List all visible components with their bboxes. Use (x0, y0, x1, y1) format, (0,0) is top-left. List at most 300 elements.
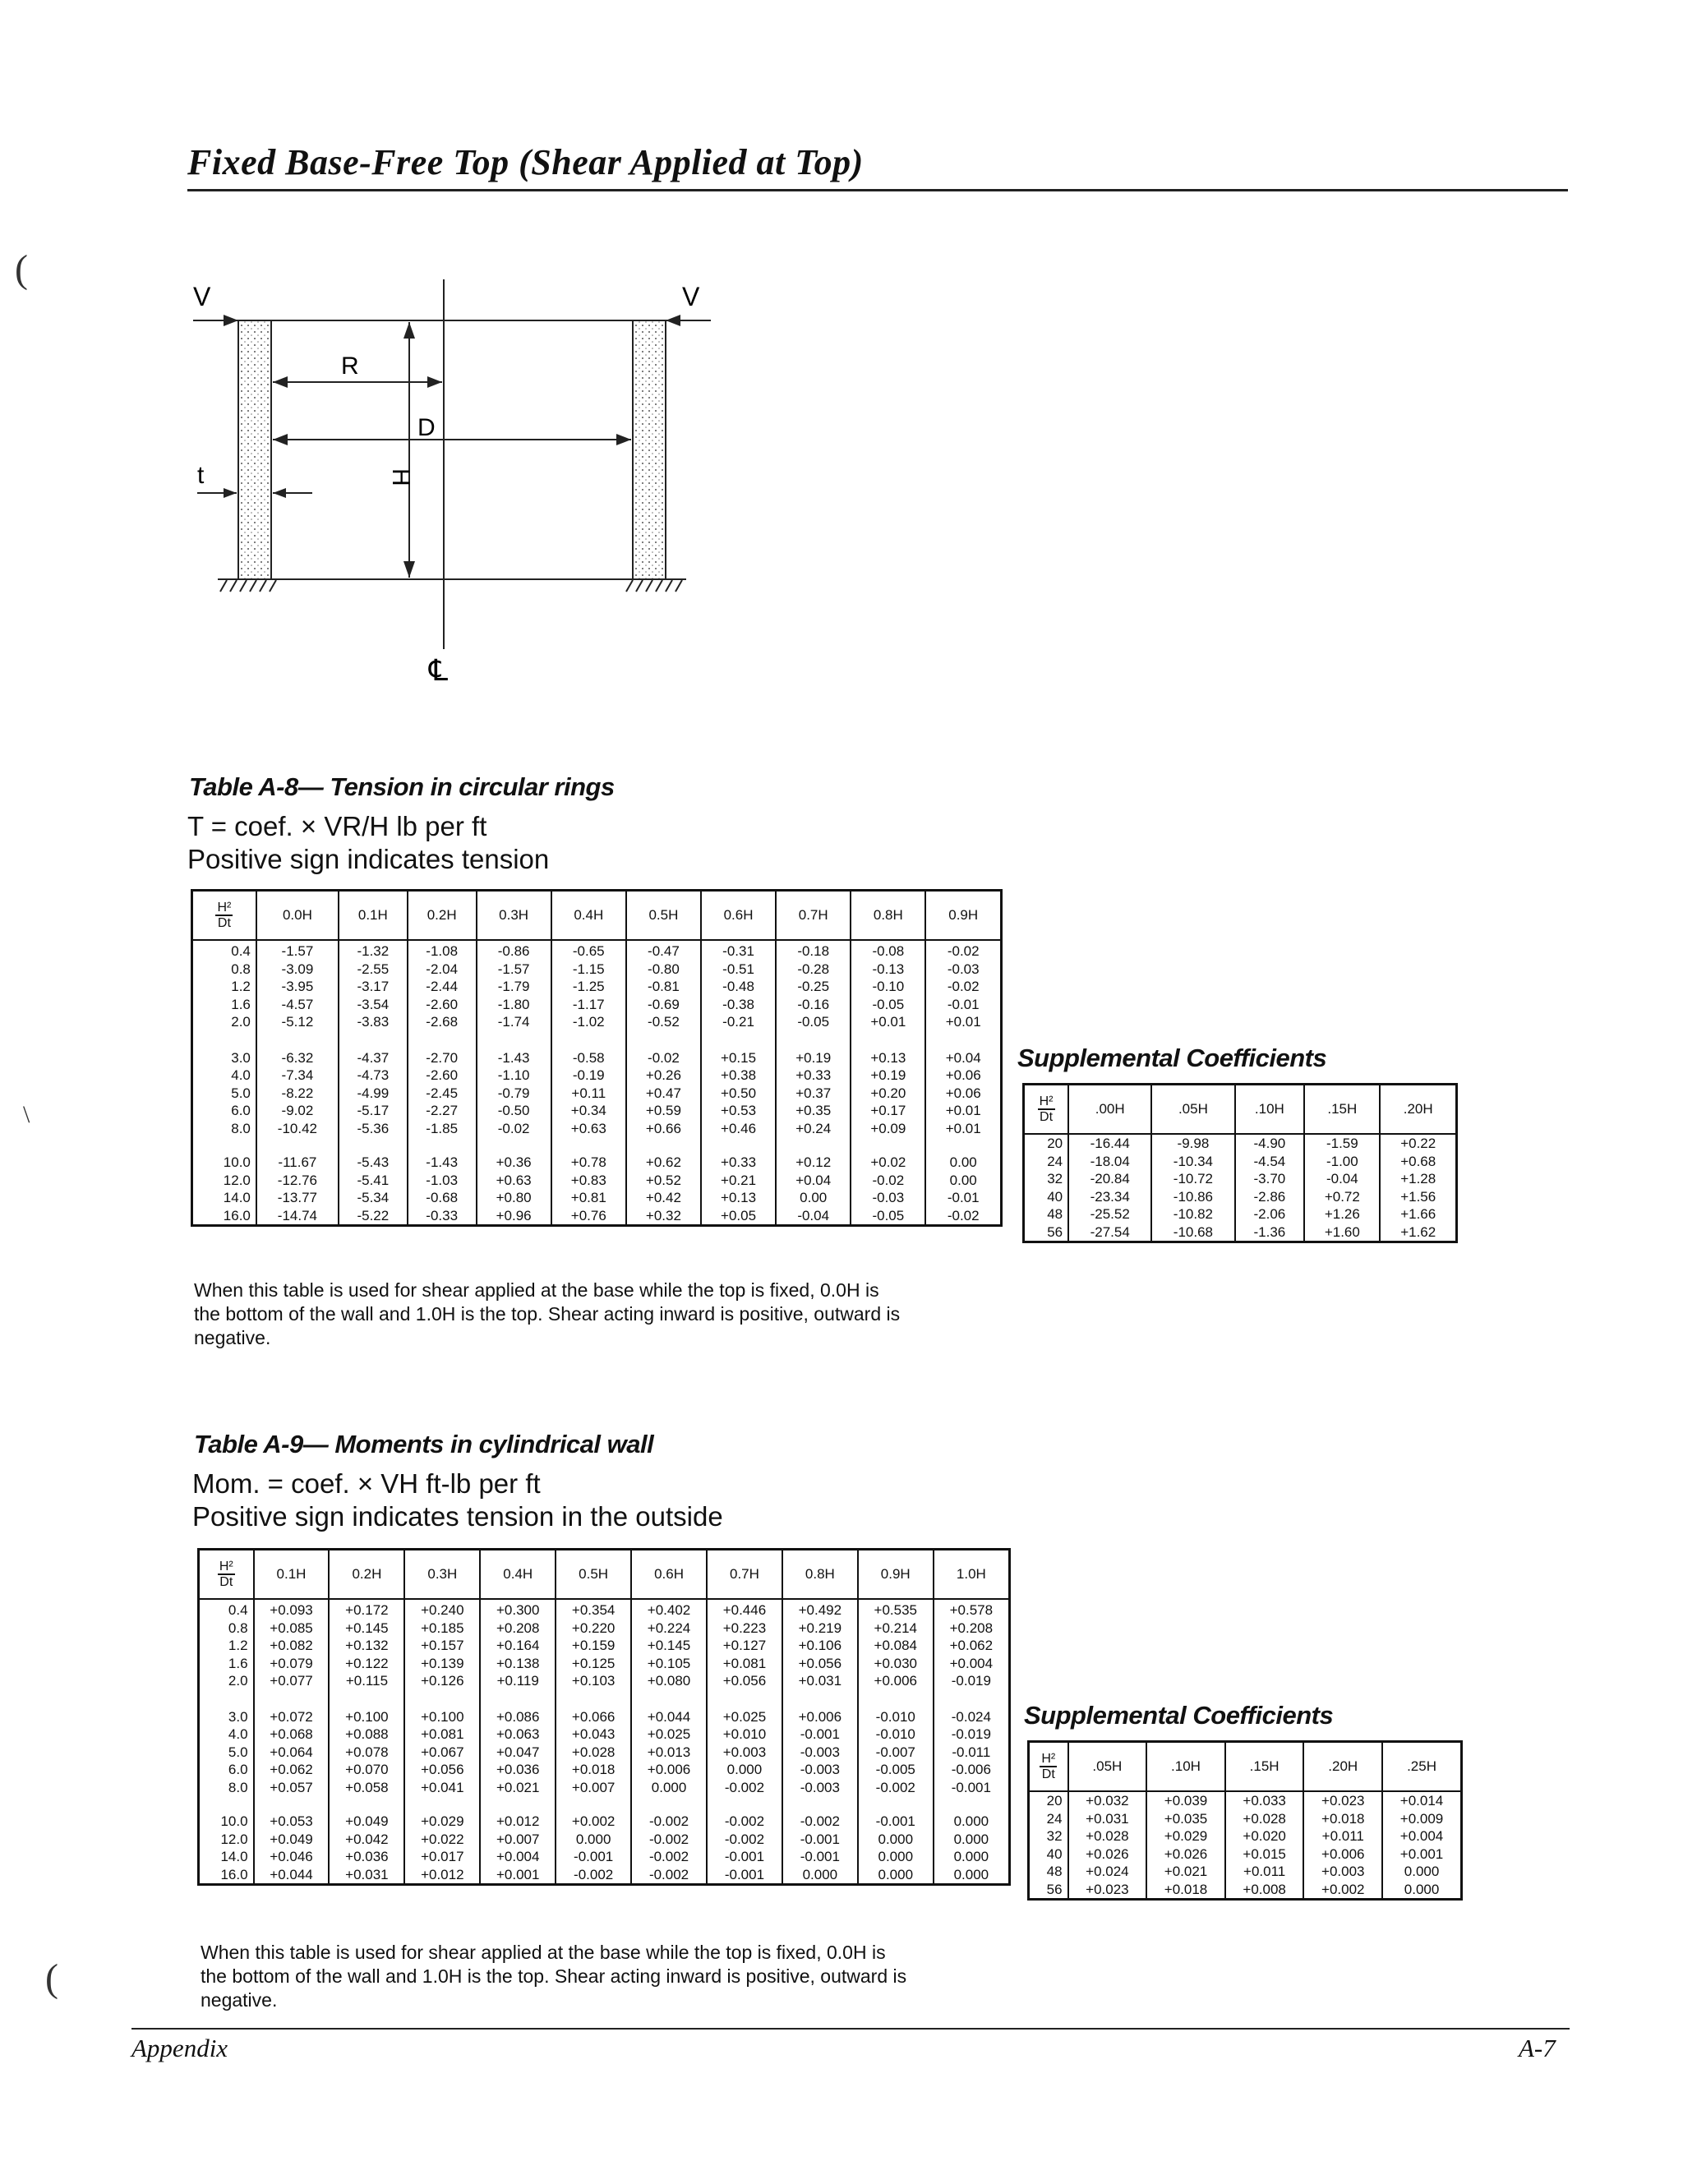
coef-cell (404, 1599, 480, 1707)
coef-value: -0.13 (872, 961, 905, 977)
coef-value: -0.001 (724, 1866, 765, 1882)
coef-value: +0.219 (798, 1620, 842, 1636)
coef-cell (782, 1813, 858, 1885)
table-a8-title: Table A-8— Tension in circular rings (189, 772, 615, 801)
column-header: 0.2H (329, 1550, 404, 1600)
coef-value: -1.17 (572, 996, 605, 1012)
coef-value: +0.172 (345, 1602, 389, 1618)
coef-value: 0.000 (878, 1866, 914, 1882)
coef-value: -0.010 (875, 1708, 915, 1725)
coef-value: +0.047 (496, 1744, 540, 1760)
coef-value: -0.16 (797, 996, 830, 1012)
coef-value: +0.049 (270, 1831, 313, 1847)
coef-value: -5.34 (357, 1190, 390, 1205)
coef-cell (782, 1707, 858, 1813)
h2-over-dt (218, 1560, 235, 1589)
coef-value: +0.127 (722, 1638, 767, 1653)
coef-value: +0.042 (345, 1831, 389, 1847)
coef-value: 0.000 (953, 1813, 989, 1829)
coef-value: -18.04 (1090, 1153, 1130, 1169)
coef-value: +0.66 (645, 1120, 681, 1136)
d-label: D (417, 414, 436, 441)
coef-value: -0.02 (947, 979, 980, 994)
coef-value: -0.86 (497, 943, 530, 959)
coef-cell (707, 1813, 782, 1885)
coef-value: +0.01 (945, 1103, 981, 1118)
coef-cell (556, 1599, 631, 1707)
h-ratio-value: 4.0 (231, 1067, 251, 1083)
coef-cell (1151, 1134, 1234, 1242)
coef-value: +0.68 (1400, 1153, 1436, 1169)
h-ratio-value: 0.4 (228, 1602, 248, 1618)
coef-value: -0.52 (648, 1014, 680, 1030)
coef-value: +0.001 (1399, 1845, 1444, 1862)
column-header: 0.5H (626, 891, 701, 941)
coef-value: -2.27 (426, 1103, 459, 1118)
data-row-group (1029, 1791, 1462, 1900)
coef-cell (707, 1599, 782, 1707)
coef-value: 0.000 (953, 1866, 989, 1882)
coef-value: -0.02 (947, 943, 980, 959)
coef-value: +0.025 (647, 1726, 691, 1742)
margin-mark-top: ( (15, 247, 28, 291)
coef-cell (851, 1048, 925, 1154)
coef-value: -20.84 (1090, 1171, 1130, 1186)
coef-cell (1146, 1791, 1225, 1900)
h-ratio-value: 5.0 (228, 1744, 248, 1760)
coef-value: -1.36 (1253, 1223, 1286, 1240)
coef-value: -6.32 (281, 1049, 314, 1066)
coef-value: +1.28 (1400, 1171, 1436, 1186)
coef-value: +0.004 (949, 1655, 994, 1671)
note-line: When this table is used for shear applied at the base while the top is fixed, 0.0H is (194, 1279, 879, 1301)
coef-value: -3.83 (357, 1014, 390, 1030)
coef-value: -0.007 (875, 1744, 915, 1760)
coef-value: +0.077 (270, 1673, 313, 1689)
coef-value: -2.86 (1253, 1188, 1286, 1205)
coef-value: +0.023 (1321, 1793, 1365, 1808)
coef-value: -0.002 (724, 1831, 765, 1847)
coef-value: +0.19 (870, 1067, 906, 1083)
column-header: 0.1H (339, 891, 408, 941)
coef-value: -2.60 (426, 996, 459, 1012)
note-line: the bottom of the wall and 1.0H is the top. Shear acting inward is positive, outward is (194, 1303, 901, 1325)
coef-cell (858, 1599, 934, 1707)
coef-value: +0.81 (570, 1190, 606, 1205)
coef-value: -3.70 (1253, 1171, 1286, 1186)
v-right-label: V (682, 282, 700, 311)
h-ratio-value: 56 (1046, 1881, 1063, 1897)
column-header: .10H (1235, 1085, 1305, 1135)
coef-value: +0.026 (1164, 1845, 1208, 1862)
coef-value: +0.072 (270, 1708, 313, 1725)
coef-cell (556, 1707, 631, 1813)
coef-value: +0.139 (421, 1655, 464, 1671)
coef-cell (851, 940, 925, 1048)
header-row (1024, 1085, 1457, 1135)
coef-value: +1.66 (1400, 1206, 1436, 1222)
coef-cell (701, 940, 776, 1048)
coef-cell (329, 1599, 404, 1707)
coef-value: -0.002 (574, 1866, 614, 1882)
coef-value: -4.99 (357, 1085, 390, 1101)
coef-value: +0.224 (647, 1620, 691, 1636)
note-line: negative. (201, 1989, 278, 2011)
right-wall (633, 320, 666, 579)
coef-value: +0.63 (570, 1120, 606, 1136)
coef-value: +1.60 (1324, 1223, 1360, 1240)
coef-value: +0.039 (1164, 1793, 1208, 1808)
coef-value: +0.157 (421, 1638, 464, 1653)
coef-value: -0.002 (800, 1813, 840, 1829)
column-header: 0.3H (404, 1550, 480, 1600)
coef-value: -4.37 (357, 1049, 390, 1066)
h-ratio-value: 24 (1046, 1810, 1063, 1827)
coef-value: +0.100 (421, 1708, 464, 1725)
coef-value: +0.21 (721, 1172, 757, 1188)
coef-value: -0.02 (947, 1207, 980, 1223)
coef-value: -1.25 (572, 979, 605, 994)
coef-value: -0.003 (800, 1744, 840, 1760)
coef-cell (934, 1707, 1010, 1813)
coef-value: -7.34 (281, 1067, 314, 1083)
supp-a8-title: Supplemental Coefficients (1017, 1044, 1327, 1072)
coef-value: -5.43 (357, 1154, 390, 1170)
coef-value: +0.535 (874, 1602, 917, 1618)
coef-value: +0.105 (647, 1655, 691, 1671)
coef-value: +0.354 (571, 1602, 616, 1618)
h-ratio-header (199, 1550, 254, 1600)
coef-cell (339, 940, 408, 1048)
column-header: .15H (1225, 1742, 1304, 1792)
data-row-group (192, 940, 1002, 1048)
h-ratio-value: 16.0 (223, 1207, 251, 1223)
h-ratio-header (1029, 1742, 1068, 1792)
coef-value: +0.001 (496, 1866, 540, 1882)
coef-cell (477, 940, 551, 1048)
coef-value: +0.402 (647, 1602, 691, 1618)
coef-value: +0.300 (496, 1602, 540, 1618)
coef-value: -10.72 (1173, 1171, 1213, 1186)
coef-cell (925, 1154, 1001, 1226)
supp-table-a8 (1022, 1083, 1458, 1243)
header-row (192, 891, 1002, 941)
coef-value: -1.03 (426, 1172, 459, 1188)
coef-cell (404, 1707, 480, 1813)
coef-value: +0.13 (721, 1190, 757, 1205)
coef-cell (925, 940, 1001, 1048)
margin-mark-bottom: ( (45, 1956, 58, 2000)
h-ratio-value: 0.4 (231, 943, 251, 959)
coef-value: +0.01 (945, 1120, 981, 1136)
coef-value: -2.68 (426, 1014, 459, 1030)
coef-cell (934, 1813, 1010, 1885)
coef-value: -13.77 (277, 1190, 317, 1205)
coef-value: -0.005 (875, 1762, 915, 1777)
coef-value: +0.020 (1243, 1828, 1286, 1844)
coef-value: -1.32 (357, 943, 390, 959)
coef-value: +0.044 (270, 1866, 313, 1882)
coef-value: -10.34 (1173, 1153, 1213, 1169)
coef-value: -0.002 (648, 1866, 689, 1882)
coef-value: +0.084 (874, 1638, 917, 1653)
coef-value: +0.030 (874, 1655, 917, 1671)
h-ratio-header (192, 891, 256, 941)
coef-value: +0.057 (270, 1779, 313, 1795)
coef-value: +0.018 (1164, 1881, 1208, 1897)
h2-over-dt (215, 901, 233, 930)
coef-value: +0.032 (1086, 1793, 1129, 1808)
coef-value: -0.02 (497, 1120, 530, 1136)
coef-value: +0.018 (571, 1762, 616, 1777)
coef-value: -1.02 (572, 1014, 605, 1030)
coef-value: +0.220 (571, 1620, 616, 1636)
coef-value: +0.006 (874, 1673, 917, 1689)
table-a8-note (194, 1279, 900, 1350)
coef-value: +0.50 (721, 1085, 757, 1101)
coef-cell (408, 1048, 477, 1154)
coef-value: 0.000 (1404, 1881, 1440, 1897)
coef-value: -0.31 (722, 943, 754, 959)
coef-value: +0.12 (795, 1154, 832, 1170)
coef-value: +0.022 (421, 1831, 464, 1847)
footer-page-number: A-7 (1519, 2034, 1556, 2062)
coef-value: -4.57 (281, 996, 314, 1012)
coef-cell (851, 1154, 925, 1226)
h-ratio-value: 14.0 (223, 1190, 251, 1205)
coef-cell (408, 940, 477, 1048)
coef-value: +0.021 (496, 1779, 540, 1795)
coef-value: -4.73 (357, 1067, 390, 1083)
coef-value: +0.029 (1164, 1828, 1208, 1844)
coef-value: -0.38 (722, 996, 754, 1012)
coef-cell (1303, 1791, 1382, 1900)
coef-value: -5.22 (357, 1207, 390, 1223)
coef-value: +0.080 (647, 1673, 691, 1689)
h-ratio-value: 32 (1047, 1171, 1063, 1186)
coef-value: 0.000 (802, 1866, 838, 1882)
centerline-symbol: ℄ (429, 654, 449, 688)
coef-cell (858, 1813, 934, 1885)
h-ratio-header (1024, 1085, 1069, 1135)
coef-value: -0.25 (797, 979, 830, 994)
coef-value: -5.17 (357, 1103, 390, 1118)
h-ratio-value: 0.8 (228, 1620, 248, 1636)
h-ratio-value: 32 (1046, 1828, 1063, 1844)
h-ratio-value: 8.0 (231, 1120, 251, 1136)
coef-value: -1.57 (497, 961, 530, 977)
data-row-group (199, 1599, 1010, 1707)
coef-value: +0.070 (345, 1762, 389, 1777)
coef-value: 0.000 (1404, 1864, 1440, 1879)
coef-cell (551, 940, 626, 1048)
coef-cell (480, 1707, 556, 1813)
coef-cell (477, 1048, 551, 1154)
page-title: Fixed Base-Free Top (Shear Applied at Top) (187, 142, 864, 182)
left-wall (238, 320, 271, 579)
coef-value: +0.006 (647, 1762, 691, 1777)
table-a9-title: Table A-9— Moments in cylindrical wall (194, 1430, 654, 1458)
coef-cell (631, 1813, 707, 1885)
coef-value: +0.007 (496, 1831, 540, 1847)
coef-value: +0.59 (645, 1103, 681, 1118)
header-row (1029, 1742, 1462, 1792)
coef-value: +0.214 (874, 1620, 917, 1636)
coef-cell (556, 1813, 631, 1885)
coef-value: +0.76 (570, 1207, 606, 1223)
ratio-numerator: H² (1041, 1751, 1056, 1766)
column-header: 0.6H (701, 891, 776, 941)
h-ratio-value: 24 (1047, 1153, 1063, 1169)
h-ratio-value: 8.0 (228, 1779, 248, 1795)
coef-value: -0.002 (724, 1813, 765, 1829)
coef-value: +0.240 (421, 1602, 464, 1618)
coef-value: -0.80 (648, 961, 680, 977)
h-ratio-value: 5.0 (231, 1085, 251, 1101)
h-ratio-value: 48 (1047, 1206, 1063, 1222)
h-ratio-value: 6.0 (231, 1103, 251, 1118)
coef-value: -23.34 (1090, 1188, 1130, 1205)
coef-value: +0.053 (270, 1813, 313, 1829)
coef-value: -0.05 (872, 1207, 905, 1223)
column-header: .05H (1068, 1742, 1147, 1792)
coef-cell (1068, 1791, 1147, 1900)
column-header: .05H (1151, 1085, 1234, 1135)
coef-value: +0.06 (945, 1067, 981, 1083)
margin-mark-mid: \ (23, 1101, 30, 1128)
h-ratio-value: 3.0 (231, 1049, 251, 1066)
coef-value: +0.003 (722, 1744, 767, 1760)
coef-value: +0.036 (496, 1762, 540, 1777)
title-rule (187, 189, 1568, 191)
coef-value: -0.002 (724, 1779, 765, 1795)
coef-value: +0.015 (1243, 1845, 1286, 1862)
coef-value: +0.025 (722, 1708, 767, 1725)
ratio-denominator: Dt (1041, 1767, 1055, 1781)
coef-value: -0.010 (875, 1726, 915, 1742)
h-ratio-value: 4.0 (228, 1726, 248, 1742)
supp-table-a9 (1027, 1740, 1463, 1901)
coef-value: -10.86 (1173, 1188, 1213, 1205)
coef-value: +0.023 (1086, 1881, 1129, 1897)
coef-value: -2.60 (426, 1067, 459, 1083)
coef-value: -0.05 (872, 996, 905, 1012)
coef-value: -0.019 (951, 1673, 991, 1689)
column-header: .00H (1068, 1085, 1151, 1135)
coef-value: +0.018 (1321, 1810, 1365, 1827)
coef-value: -1.80 (497, 996, 530, 1012)
column-header: 0.5H (556, 1550, 631, 1600)
coef-value: +0.24 (795, 1120, 832, 1136)
coef-value: -0.001 (724, 1849, 765, 1864)
data-row-group (199, 1813, 1010, 1885)
table-a9 (197, 1548, 1011, 1886)
data-row-group (192, 1048, 1002, 1154)
h-ratio-value: 40 (1047, 1188, 1063, 1205)
coef-value: -9.02 (281, 1103, 314, 1118)
h-ratio-value: 1.6 (228, 1655, 248, 1671)
coef-value: +0.081 (722, 1655, 767, 1671)
coef-value: +0.041 (421, 1779, 464, 1795)
h-ratio-value: 48 (1046, 1864, 1063, 1879)
t-label: t (197, 462, 205, 489)
ratio-denominator: Dt (1040, 1109, 1054, 1124)
coef-value: +0.021 (1164, 1864, 1208, 1879)
coef-value: -0.68 (426, 1190, 459, 1205)
coef-value: -0.002 (648, 1831, 689, 1847)
h-ratio-value: 2.0 (228, 1673, 248, 1689)
coef-value: +0.028 (1086, 1828, 1129, 1844)
table-a8 (191, 889, 1003, 1227)
column-header: 0.7H (776, 891, 851, 941)
coef-cell (934, 1599, 1010, 1707)
h-ratio-value: 10.0 (223, 1154, 251, 1170)
coef-value: -0.002 (648, 1849, 689, 1864)
coef-value: -0.79 (497, 1085, 530, 1101)
coef-value: -0.47 (648, 943, 680, 959)
coef-value: -0.01 (947, 996, 980, 1012)
coef-value: +0.33 (795, 1067, 832, 1083)
ratio-denominator: Dt (219, 1574, 233, 1589)
coef-cell (551, 1048, 626, 1154)
coef-value: +0.003 (1321, 1864, 1365, 1879)
coef-value: +0.53 (721, 1103, 757, 1118)
coef-value: +0.78 (570, 1154, 606, 1170)
column-header: .20H (1380, 1085, 1456, 1135)
column-header: .10H (1146, 1742, 1225, 1792)
coef-value: 0.00 (949, 1154, 977, 1170)
coef-value: -1.79 (497, 979, 530, 994)
coef-value: -0.69 (648, 996, 680, 1012)
column-header: 0.8H (851, 891, 925, 941)
coef-value: -10.82 (1173, 1206, 1213, 1222)
h-ratio-value: 56 (1047, 1223, 1063, 1240)
h2-over-dt (1038, 1094, 1055, 1124)
h-ratio-value: 12.0 (223, 1172, 251, 1188)
coef-value: +0.15 (721, 1049, 757, 1066)
coef-cell (776, 1154, 851, 1226)
column-header: 1.0H (934, 1550, 1010, 1600)
coef-value: +0.122 (345, 1655, 389, 1671)
coef-value: -0.003 (800, 1779, 840, 1795)
coef-value: +0.01 (945, 1014, 981, 1030)
coef-value: +0.056 (798, 1655, 842, 1671)
coef-value: +0.056 (722, 1673, 767, 1689)
coef-value: +0.37 (795, 1085, 832, 1101)
coef-cell (1068, 1134, 1151, 1242)
coef-value: -3.09 (281, 961, 314, 977)
coef-value: -0.28 (797, 961, 830, 977)
coef-value: +0.010 (722, 1726, 767, 1742)
coef-value: +0.223 (722, 1620, 767, 1636)
coef-value: +0.208 (496, 1620, 540, 1636)
coef-cell (782, 1599, 858, 1707)
coef-value: +0.079 (270, 1655, 313, 1671)
coef-value: 0.000 (878, 1849, 914, 1864)
coef-value: +0.446 (722, 1602, 767, 1618)
h-ratio-value: 1.2 (231, 979, 251, 994)
coef-value: -0.04 (797, 1207, 830, 1223)
coef-value: +0.33 (721, 1154, 757, 1170)
coef-value: +1.62 (1400, 1223, 1436, 1240)
coef-cell (477, 1154, 551, 1226)
ratio-numerator: H² (217, 900, 232, 915)
coef-value: +0.47 (645, 1085, 681, 1101)
coef-value: +0.004 (496, 1849, 540, 1864)
coef-value: +0.145 (345, 1620, 389, 1636)
coef-value: +0.32 (645, 1207, 681, 1223)
coef-value: +0.002 (1321, 1881, 1365, 1897)
